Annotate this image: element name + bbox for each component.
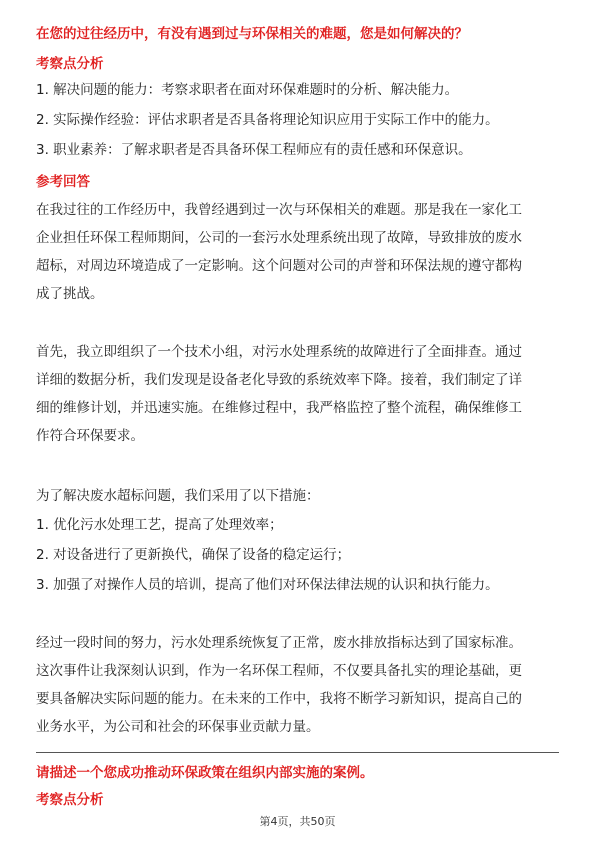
answer-paragraph-line: 详细的数据分析，我们发现是设备老化导致的系统效率下降。接着，我们制定了详	[36, 372, 522, 388]
analysis-point: 3. 职业素养：了解求职者是否具备环保工程师应有的责任感和环保意识。	[36, 142, 472, 158]
section-divider	[36, 752, 559, 753]
measures-intro: 为了解决废水超标问题，我们采用了以下措施：	[36, 488, 320, 504]
answer-paragraph-line: 企业担任环保工程师期间，公司的一套污水处理系统出现了故障，导致排放的废水	[36, 230, 522, 246]
answer-paragraph-line: 首先，我立即组织了一个技术小组，对污水处理系统的故障进行了全面排查。通过	[36, 344, 522, 360]
answer-paragraph-line: 在我过往的工作经历中，我曾经遇到过一次与环保相关的难题。那是我在一家化工	[36, 202, 522, 218]
measure-item: 1. 优化污水处理工艺，提高了处理效率；	[36, 517, 283, 533]
answer-paragraph-line: 业务水平，为公司和社会的环保事业贡献力量。	[36, 719, 320, 735]
measure-item: 3. 加强了对操作人员的培训，提高了他们对环保法律法规的认识和执行能力。	[36, 577, 499, 593]
analysis-point: 1. 解决问题的能力：考察求职者在面对环保难题时的分析、解决能力。	[36, 82, 459, 98]
question-title-2: 请描述一个您成功推动环保政策在组织内部实施的案例。	[36, 765, 374, 781]
answer-heading: 参考回答	[36, 174, 90, 190]
analysis-point: 2. 实际操作经验：评估求职者是否具备将理论知识应用于实际工作中的能力。	[36, 112, 499, 128]
answer-paragraph-line: 经过一段时间的努力，污水处理系统恢复了正常，废水排放指标达到了国家标准。	[36, 635, 522, 651]
answer-paragraph-line: 作符合环保要求。	[36, 428, 144, 444]
question-title: 在您的过往经历中，有没有遇到过与环保相关的难题，您是如何解决的？	[36, 26, 468, 42]
answer-paragraph-line: 超标，对周边环境造成了一定影响。这个问题对公司的声誉和环保法规的遵守都构	[36, 258, 522, 274]
answer-paragraph-line: 这次事件让我深刻认识到，作为一名环保工程师，不仅要具备扎实的理论基础，更	[36, 663, 522, 679]
page-footer: 第4页，共50页	[259, 815, 336, 828]
analysis-heading-2: 考察点分析	[36, 792, 104, 808]
answer-paragraph-line: 成了挑战。	[36, 286, 104, 302]
answer-paragraph-line: 细的维修计划，并迅速实施。在维修过程中，我严格监控了整个流程，确保维修工	[36, 400, 522, 416]
analysis-heading: 考察点分析	[36, 56, 104, 72]
answer-paragraph-line: 要具备解决实际问题的能力。在未来的工作中，我将不断学习新知识，提高自己的	[36, 691, 522, 707]
measure-item: 2. 对设备进行了更新换代，确保了设备的稳定运行；	[36, 547, 351, 563]
